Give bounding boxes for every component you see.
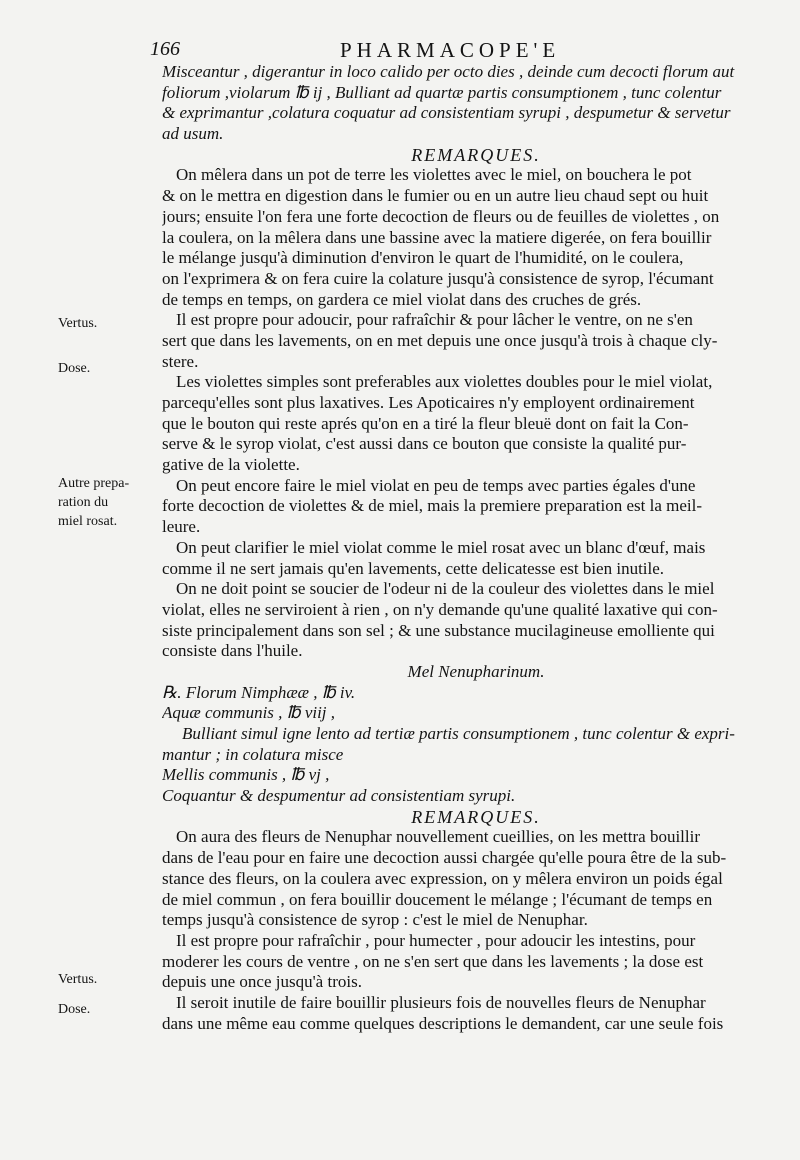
recipe-line: ad usum. [162, 124, 224, 144]
text-line: le mélange jusqu'à diminution d'environ le quart de l'humidité, on le coulera, [162, 248, 684, 268]
text-line: jours; ensuite l'on fera une forte decoction de fleurs ou de feuilles de violettes , on [162, 206, 720, 226]
margin-note-dose-2: Dose. [58, 1002, 91, 1017]
recipe-line: foliorum ,violarum ℔ ij , Bulliant ad quartæ partis consumptionem , tunc colentur [162, 82, 722, 102]
text-line: moderer les cours de ventre , on ne s'en sert que dans les lavements ; la dose est [162, 951, 704, 971]
text-line: violat, elles ne serviroient à rien , on n'y demande qu'une qualité laxative qui con- [162, 599, 718, 619]
page-header [150, 38, 782, 64]
text-line: siste principalement dans son sel ; & une substance mucilagineuse emolliente qui [162, 620, 715, 640]
text-line: consiste dans l'huile. [162, 641, 303, 661]
text-line: dans une même eau comme quelques descriptions le demandent, car une seule fois [162, 1013, 724, 1033]
running-title: PHARMACOPE'E [340, 38, 561, 62]
text-line: On aura des fleurs de Nenuphar nouvellement cueillies, on les mettra bouillir [176, 827, 701, 847]
text-line: Il seroit inutile de faire bouillir plusieurs fois de nouvelles fleurs de Nenuphar [176, 992, 706, 1012]
text-line: la coulera, on la mêlera dans une bassine avec la matiere digerée, on fera bouillir [162, 227, 712, 247]
margin-note-autre-preparation-3: miel rosat. [58, 514, 118, 529]
text-line: parcequ'elles sont plus laxatives. Les Apoticaires n'y employent ordinairement [162, 393, 695, 412]
margin-note-autre-preparation-2: ration du [58, 495, 109, 510]
section-heading: REMARQUES. [411, 806, 541, 827]
recipe-title: Mel Nenupharinum. [407, 661, 545, 681]
text-line: stere. [162, 351, 199, 371]
text-line: on l'exprimera & on fera cuire la colature jusqu'à consistence de syrop, l'écumant [162, 268, 714, 288]
recipe-line: mantur ; in colatura misce [162, 744, 344, 764]
text-line: dans de l'eau pour en faire une decoction aussi chargée qu'elle poura être de la sub- [162, 848, 727, 868]
text-line: de miel commun , on fera bouillir doucement le mélange ; l'écumant de temps en [162, 889, 713, 909]
text-line: que le bouton qui reste aprés qu'on en a tiré la fleur bleuë dont on fait la Con- [162, 413, 689, 433]
text-line: sert que dans les lavements, on en met depuis une once jusqu'à trois à chaque cly- [162, 330, 718, 350]
recipe-line: Misceantur , digerantur in loco calido per octo dies , deinde cum decocti florum aut [162, 62, 735, 81]
recipe-line: & exprimantur ,colatura coquatur ad consistentiam syrupi , despumetur & servetur [162, 103, 731, 123]
margin-note-dose: Dose. [58, 361, 91, 376]
text-line: forte decoction de violettes & de miel, mais la premiere preparation est la meil- [162, 496, 703, 516]
text-line: Il est propre pour rafraîchir , pour humecter , pour adoucir les intestins, pour [176, 930, 696, 950]
text-line: stance des fleurs, on la coulera avec expression, on y mêlera environ un poids égal [162, 868, 723, 888]
text-line: On peut encore faire le miel violat en peu de temps avec parties égales d'une [176, 475, 696, 495]
text-line: depuis une once jusqu'à trois. [162, 972, 362, 992]
text-line: comme il ne sert jamais qu'en lavements, cette delicatesse est bien inutile. [162, 558, 665, 578]
text-line: temps jusqu'à consistence de syrop : c'est le miel de Nenuphar. [162, 910, 588, 930]
text-line: On ne doit point se soucier de l'odeur ni de la couleur des violettes dans le miel [176, 579, 715, 599]
margin-note-vertus-2: Vertus. [58, 972, 98, 987]
text-line: gative de la violette. [162, 455, 300, 475]
text-line: Il est propre pour adoucir, pour rafraîchir & pour lâcher le ventre, on ne s'en [176, 310, 693, 330]
section-heading: REMARQUES. [411, 144, 541, 165]
margin-note-autre-preparation-1: Autre prepa- [58, 476, 130, 491]
page-number: 166 [150, 38, 180, 60]
text-line: & on le mettra en digestion dans le fumier ou en un autre lieu chaud sept ou huit [162, 186, 709, 206]
recipe-line: Coquantur & despumentur ad consistentiam syrupi. [162, 786, 516, 806]
recipe-line: Aquæ communis , ℔ viij , [162, 703, 336, 723]
margin-note-vertus: Vertus. [58, 316, 98, 331]
recipe-line: Bulliant simul igne lento ad tertiæ partis consumptionem , tunc colentur & expri- [182, 724, 735, 743]
recipe-line: Mellis communis , ℔ vj , [162, 765, 330, 785]
page-body [162, 62, 790, 1034]
text-line: On peut clarifier le miel violat comme le miel rosat avec un blanc d'œuf, mais [176, 537, 706, 557]
text-line: leure. [162, 517, 201, 537]
text-line: serve & le syrop violat, c'est aussi dans ce bouton que consiste la qualité pur- [162, 434, 687, 454]
text-line: de temps en temps, on gardera ce miel violat dans des cruches de grés. [162, 289, 642, 309]
text-line: On mêlera dans un pot de terre les violettes avec le miel, on bouchera le pot [176, 165, 692, 185]
text-line: Les violettes simples sont preferables aux violettes doubles pour le miel violat, [176, 372, 713, 392]
recipe-line: ℞. Florum Nimphææ , ℔ iv. [162, 682, 356, 702]
